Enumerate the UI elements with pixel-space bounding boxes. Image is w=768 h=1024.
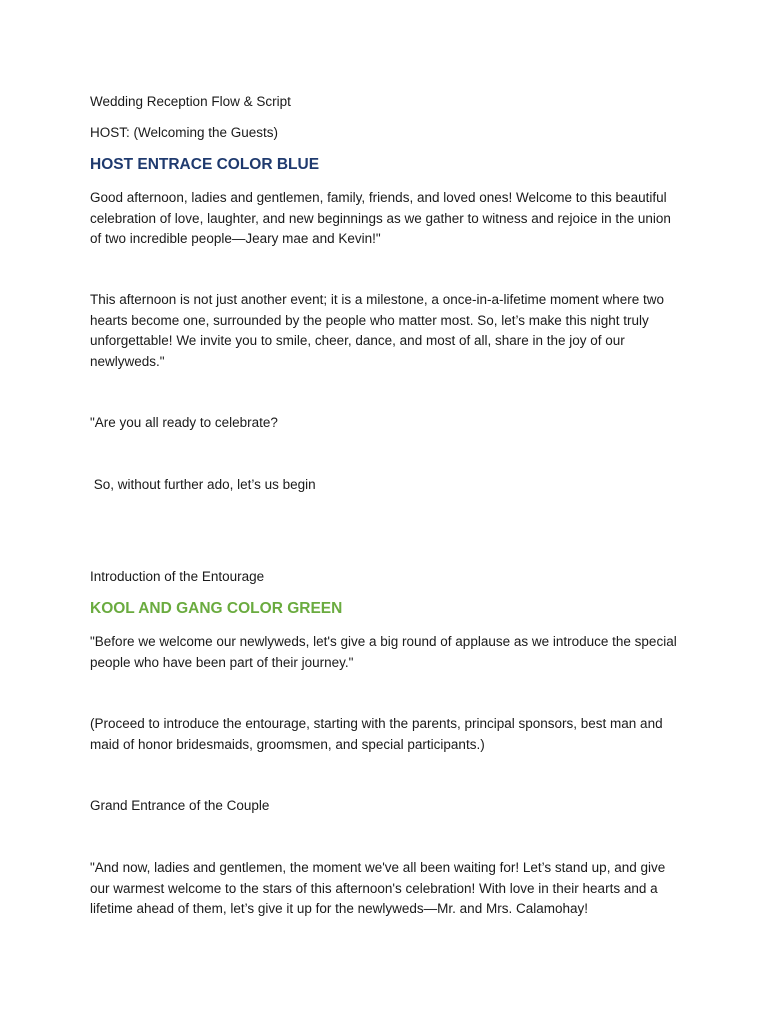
host-entrance-heading: HOST ENTRACE COLOR BLUE [90,156,320,173]
welcome-paragraph: Good afternoon, ladies and gentlemen, family, friends, and loved ones! Welcome to this beautiful celebration of love, laughter, and new beginnings as we gather to witness and rejoice in the union of two incredible people—Jeary mae and Kevin!" [90,190,671,246]
entourage-section-label: Introduction of the Entourage [90,569,265,584]
proceed-paragraph: (Proceed to introduce the entourage, starting with the parents, principal sponsors, best man and maid of honor bridesmaids, groomsmen, and special participants.) [90,716,663,752]
entourage-heading: KOOL AND GANG COLOR GREEN [90,600,343,617]
begin-line: So, without further ado, let’s us begin [90,477,316,492]
grand-entrance-paragraph: "And now, ladies and gentlemen, the moment we've all been waiting for! Let’s stand up, and give our warmest welcome to the stars of this afternoon's celebration! With love in their hearts and a lifetime ahead of them, let’s give it up for the newlyweds—Mr. and Mrs. Calamohay! [90,860,666,916]
host-intro-label: HOST: (Welcoming the Guests) [90,125,279,140]
milestone-paragraph: This afternoon is not just another event; it is a milestone, a once-in-a-lifetime moment where two hearts become one, surrounded by the people who matter most. So, let’s make this night truly unforgettable! We invite you to smile, cheer, dance, and most of all, share in the joy of our newlyweds." [90,292,665,369]
ready-line: "Are you all ready to celebrate? [90,415,278,430]
grand-entrance-label: Grand Entrance of the Couple [90,798,270,813]
document-title: Wedding Reception Flow & Script [90,94,291,109]
applause-paragraph: "Before we welcome our newlyweds, let's give a big round of applause as we introduce the special people who have been part of their journey." [90,634,677,670]
